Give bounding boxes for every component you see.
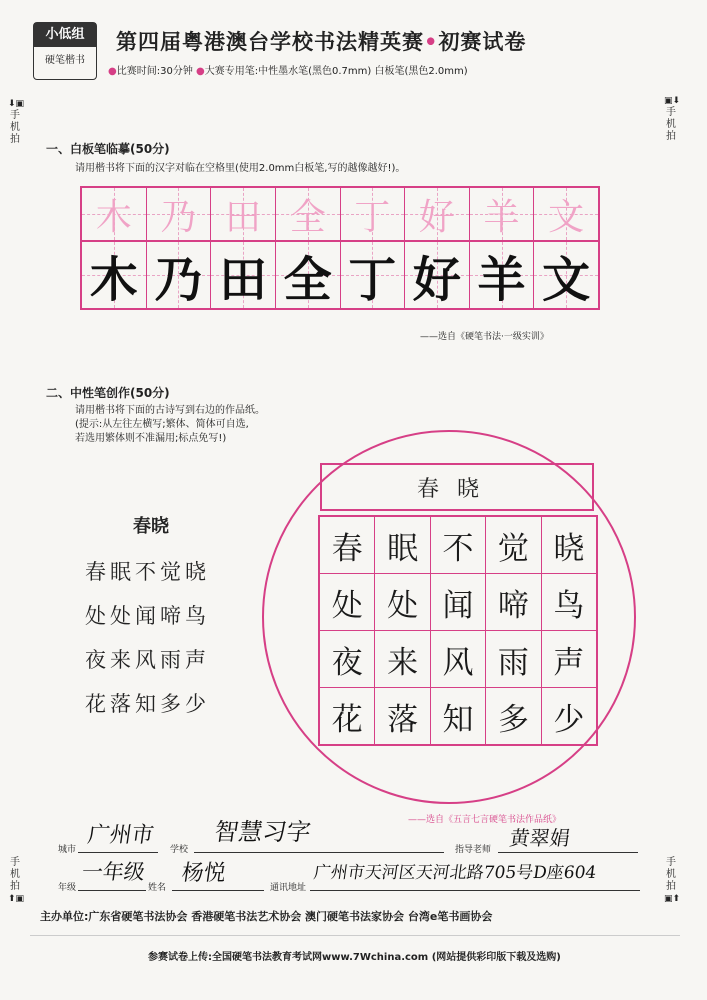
work-cell[interactable]: 来 — [375, 631, 430, 687]
camera-icon: ▣⬆ — [664, 894, 681, 904]
work-cell[interactable]: 雨 — [486, 631, 541, 687]
written-cell[interactable]: 田 — [211, 242, 276, 308]
side-marker-bottom-right: 手机拍 ▣⬆ — [664, 857, 681, 904]
work-cell[interactable]: 少 — [553, 701, 585, 738]
school-value[interactable]: 智慧习字 — [212, 818, 313, 846]
section1-instruction: 请用楷书将下面的汉字对临在空格里(使用2.0mm白板笔,写的越像越好!)。 — [75, 163, 406, 174]
poem-line: 处处闻啼鸟 — [85, 604, 210, 628]
work-row — [320, 688, 596, 744]
section2-source: ——选自《五言七言硬笔书法作品纸》 — [408, 815, 562, 825]
work-cell[interactable]: 声 — [553, 644, 585, 681]
grade-underline — [78, 890, 146, 891]
section2-heading: 二、中性笔创作(50分) — [46, 386, 170, 400]
work-cell[interactable]: 落 — [375, 688, 430, 744]
section1-source: ——选自《硬笔书法·一级实训》 — [420, 332, 549, 342]
pen-label: 大赛专用笔:中性墨水笔(黑色0.7mm) 白板笔(黑色2.0mm) — [204, 66, 468, 77]
camera-icon: ⬆▣ — [8, 894, 25, 904]
work-cell[interactable]: 啼 — [486, 574, 541, 630]
work-row — [320, 631, 596, 688]
model-cell: 全 — [276, 188, 341, 240]
model-cell: 木 — [82, 188, 147, 240]
page-title: 第四届粤港澳台学校书法精英赛•初赛试卷 — [116, 29, 527, 54]
school-underline — [194, 852, 444, 853]
section2-instruction-2: (提示:从左往左横写;繁体、简体可自选, — [75, 419, 249, 430]
work-cell[interactable]: 处 — [375, 574, 430, 630]
address-underline — [310, 890, 640, 891]
side-marker-bottom-left: 手机拍 ⬆▣ — [8, 857, 25, 904]
work-cell[interactable]: 眠 — [375, 517, 430, 573]
address-value[interactable]: 广州市天河区天河北路705号D座604 — [312, 863, 598, 883]
city-value[interactable]: 广州市 — [85, 823, 156, 848]
model-cell: 文 — [534, 188, 598, 240]
model-cell: 乃 — [147, 188, 212, 240]
copy-practice-grid — [80, 186, 600, 310]
organizers: 主办单位:广东省硬笔书法协会 香港硬笔书法艺术协会 澳门硬笔书法家协会 台湾e笔书画协会 — [40, 910, 493, 923]
work-cell[interactable]: 风 — [431, 631, 486, 687]
badge-group: 小低组 — [34, 23, 96, 47]
camera-icon: ⬇▣ — [8, 99, 25, 109]
work-cell[interactable]: 鸟 — [553, 587, 585, 624]
section2-instruction-1: 请用楷书将下面的古诗写到右边的作品纸。 — [75, 405, 265, 416]
model-cell: 好 — [405, 188, 470, 240]
model-cell: 丁 — [341, 188, 406, 240]
work-row — [320, 574, 596, 631]
poem-line: 花落知多少 — [85, 692, 210, 716]
name-underline — [172, 890, 264, 891]
work-cell[interactable]: 春 — [320, 517, 375, 573]
grade-value[interactable]: 一年级 — [80, 860, 147, 884]
work-cell[interactable]: 晓 — [553, 530, 585, 567]
work-row — [320, 517, 596, 574]
work-cell[interactable]: 花 — [320, 688, 375, 744]
name-value[interactable]: 杨悦 — [179, 861, 228, 886]
work-title: 春晓 — [320, 463, 594, 511]
written-cell[interactable]: 木 — [82, 242, 147, 308]
camera-icon: ▣⬇ — [664, 96, 681, 106]
work-cell[interactable]: 处 — [320, 574, 375, 630]
time-label: 比赛时间:30分钟 — [116, 66, 193, 77]
city-underline — [78, 852, 158, 853]
poem-line: 春眠不觉晓 — [85, 560, 210, 584]
written-cell[interactable]: 乃 — [147, 242, 212, 308]
work-cell[interactable]: 觉 — [486, 517, 541, 573]
grade-label: 年级 — [58, 883, 77, 893]
city-label: 城市 — [58, 845, 77, 855]
written-cell[interactable]: 文 — [534, 242, 598, 308]
section1-heading: 一、白板笔临摹(50分) — [46, 142, 170, 156]
written-cell[interactable]: 羊 — [470, 242, 535, 308]
written-cell[interactable]: 丁 — [341, 242, 406, 308]
teacher-label: 指导老师 — [455, 845, 492, 855]
address-label: 通讯地址 — [270, 883, 307, 893]
model-row — [82, 188, 598, 242]
model-cell: 田 — [211, 188, 276, 240]
model-cell: 羊 — [470, 188, 535, 240]
work-cell[interactable]: 闻 — [431, 574, 486, 630]
section2-instruction-3: 若选用繁体则不准漏用;标点免写!) — [75, 433, 227, 444]
poem-title: 春晓 — [133, 516, 169, 537]
teacher-value[interactable]: 黄翠娟 — [508, 826, 572, 850]
side-marker-top-right: ▣⬇ 手机拍 — [664, 96, 681, 142]
upload-info: 参赛试卷上传:全国硬笔书法教育考试网www.7Wchina.com (网站提供彩印版下载及选购) — [148, 952, 561, 963]
footer-divider — [30, 935, 680, 936]
teacher-underline — [498, 852, 638, 853]
work-cell[interactable]: 不 — [431, 517, 486, 573]
written-cell[interactable]: 好 — [405, 242, 470, 308]
work-cell[interactable]: 知 — [431, 688, 486, 744]
poem-line: 夜来风雨声 — [85, 648, 210, 672]
work-grid — [318, 515, 598, 746]
side-marker-top-left: ⬇▣ 手机拍 — [8, 99, 25, 145]
name-label: 姓名 — [148, 883, 167, 893]
badge-category: 硬笔楷书 — [45, 55, 85, 66]
work-cell[interactable]: 夜 — [320, 631, 375, 687]
school-label: 学校 — [170, 845, 189, 855]
exam-info: ●比赛时间:30分钟 ●大赛专用笔:中性墨水笔(黑色0.7mm) 白板笔(黑色2.0mm) — [108, 66, 468, 77]
group-badge — [33, 22, 97, 80]
work-cell[interactable]: 多 — [486, 688, 541, 744]
written-cell[interactable]: 全 — [276, 242, 341, 308]
written-row — [82, 242, 598, 308]
